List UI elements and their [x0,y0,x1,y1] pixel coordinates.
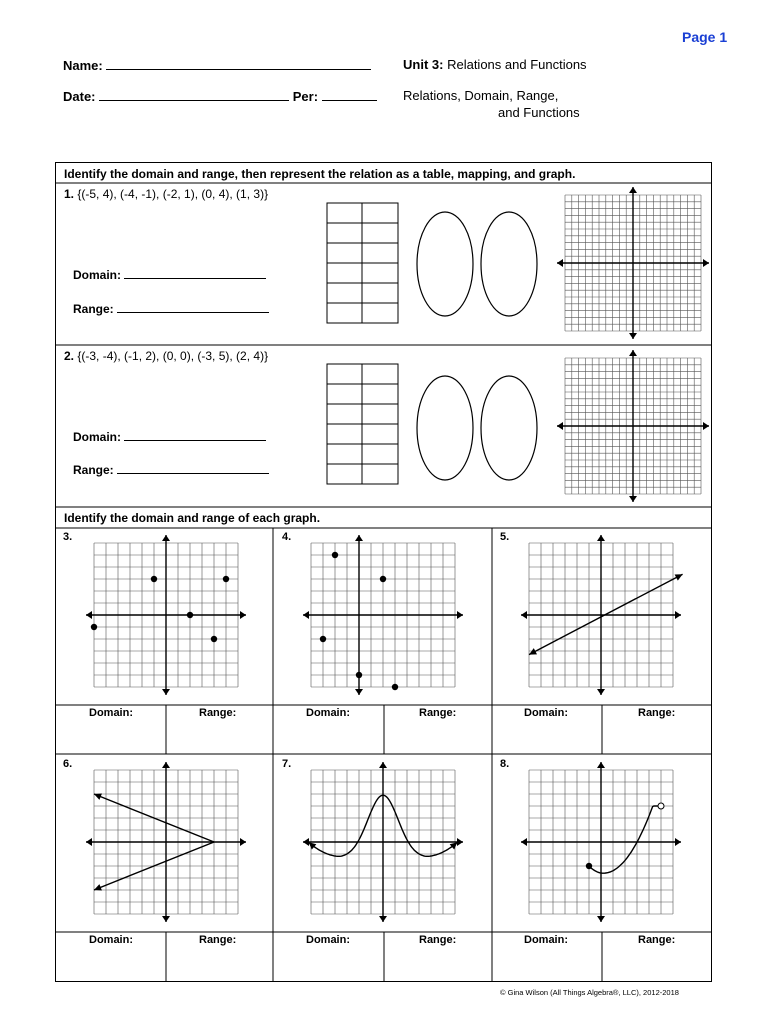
problem-8-arrow-right [675,838,681,846]
problem-8-domain-label[interactable]: Domain: [524,934,568,946]
problem-8-number: 8. [500,758,510,770]
problem-4-point-2 [380,576,386,582]
problem-4-arrow-right [457,611,463,619]
per-label: Per: [292,89,319,104]
problem-3-point-1 [91,624,97,630]
copyright-footer: © Gina Wilson (All Things Algebra®, LLC), 2012-2018 [500,988,679,997]
problem-6-arrow-down [162,916,170,922]
date-label: Date: [63,89,96,104]
problem-7-arrow-up [379,762,387,768]
problem-5-arrow-right [675,611,681,619]
problem-1-arrow-up [629,187,637,193]
problem-7-range-label[interactable]: Range: [419,934,457,946]
problem-3-arrow-down [162,689,170,695]
name-label: Name: [63,58,103,73]
problem-7-arrow-right [450,842,458,849]
problem-2-domain-blank[interactable] [124,428,266,441]
problem-5-number: 5. [500,531,510,543]
problem-6-arrow-left [86,838,92,846]
problem-3-point-4 [187,612,193,618]
unit-label: Unit 3: [403,57,444,72]
problem-3-point-2 [151,576,157,582]
problem-2-range: Range: [73,461,269,477]
problem-3-domain-label[interactable]: Domain: [89,707,133,719]
problem-1-domain-blank[interactable] [124,266,266,279]
problem-3-point-5 [211,636,217,642]
problem-6-arrow-up [162,762,170,768]
problem-4-point-1 [332,552,338,558]
problem-8-arrow-up [597,762,605,768]
problem-6-number: 6. [63,758,73,770]
problem-6-range-label[interactable]: Range: [199,934,237,946]
problem-2-arrow-left [557,422,563,430]
problem-5-domain-label[interactable]: Domain: [524,707,568,719]
subtitle-line-1: Relations, Domain, Range, [403,88,559,103]
problem-4-arrow-up [355,535,363,541]
page-number: Page 1 [682,29,728,45]
problem-2-domain: Domain: [73,428,266,444]
problem-3-number: 3. [63,531,73,543]
problem-7-arrow-left [303,838,309,846]
subtitle-line-2: and Functions [498,105,580,120]
problem-8-arrow-left [521,838,527,846]
problem-7-arrow-right [457,838,463,846]
problem-8-closed-endpoint [586,863,592,869]
problem-5-range-label[interactable]: Range: [638,707,676,719]
problem-2-range-blank[interactable] [117,461,269,474]
problem-6-arrow-right [240,838,246,846]
problem-7-arrow-left [309,842,317,849]
unit-title: Relations and Functions [447,57,587,72]
problem-4-arrow-down [355,689,363,695]
problem-3-point-3 [223,576,229,582]
problem-4-point-3 [320,636,326,642]
problem-7-domain-label[interactable]: Domain: [306,934,350,946]
problem-4-domain-label[interactable]: Domain: [306,707,350,719]
problem-1-arrow-right [703,259,709,267]
problem-4-point-4 [356,672,362,678]
problem-4-arrow-left [303,611,309,619]
problem-1-arrow-down [629,333,637,339]
problem-6-domain-label[interactable]: Domain: [89,934,133,946]
problem-3-arrow-right [240,611,246,619]
problem-1-arrow-left [557,259,563,267]
problem-3-range-label[interactable]: Range: [199,707,237,719]
problem-4-number: 4. [282,531,292,543]
problem-1-relation: 1. {(-5, 4), (-4, -1), (-2, 1), (0, 4), (1, 3)} [64,187,269,201]
problem-3-arrow-up [162,535,170,541]
problem-1-range-blank[interactable] [117,300,269,313]
problem-2-arrow-right [703,422,709,430]
problem-7-number: 7. [282,758,292,770]
problem-3-arrow-left [86,611,92,619]
problem-5-arrow-up [597,535,605,541]
problem-1-range: Range: [73,300,269,316]
problem-1-domain: Domain: [73,266,266,282]
problem-2-relation: 2. {(-3, -4), (-1, 2), (0, 0), (-3, 5), (2, 4)} [64,349,269,363]
problem-8-arrow-down [597,916,605,922]
problem-7-arrow-down [379,916,387,922]
problem-2-arrow-down [629,496,637,502]
problem-8-range-label[interactable]: Range: [638,934,676,946]
problem-4-range-label[interactable]: Range: [419,707,457,719]
problem-5-arrow-left [521,611,527,619]
problem-4-point-5 [392,684,398,690]
problem-8-open-endpoint [658,803,664,809]
problem-5-arrow-down [597,689,605,695]
section2-instruction: Identify the domain and range of each graph. [64,511,321,525]
problem-2-arrow-up [629,350,637,356]
section1-instruction: Identify the domain and range, then represent the relation as a table, mapping, and graph. [64,167,576,181]
